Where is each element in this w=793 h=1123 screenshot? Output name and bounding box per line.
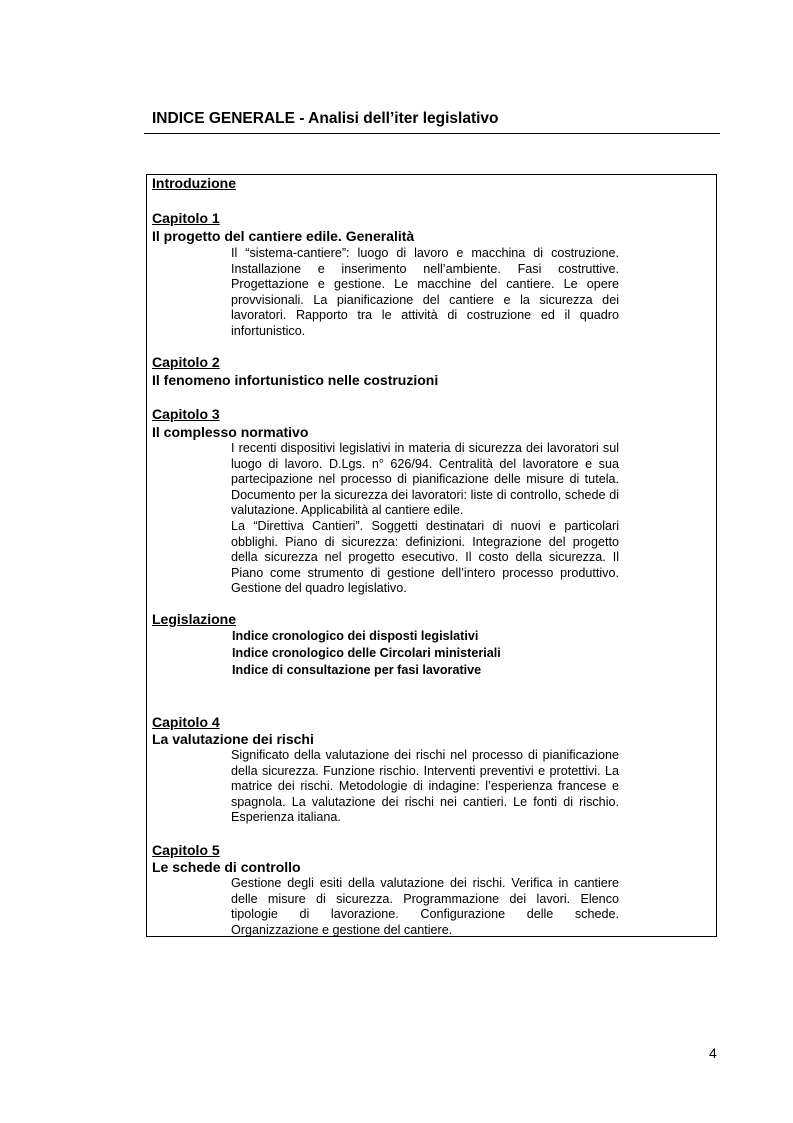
legislation-item[interactable]: Indice cronologico delle Circolari ministeriali [232,646,501,660]
chapter-1-label[interactable]: Capitolo 1 [152,210,220,226]
chapter-1-paragraph: Il “sistema-cantiere”: luogo di lavoro e macchina di costruzione. Installazione e inserimento nell’ambiente. Fasi costruttive. Progettazione e gestione. Le macchine del cantiere. Le opere provvisionali. La pianificazione del cantiere e la sicurezza dei lavoratori. Rapporto tra le attività di costruzione ed il quadro infortunistico. [231,246,619,338]
chapter-4-label[interactable]: Capitolo 4 [152,714,220,730]
chapter-4-paragraph: Significato della valutazione dei rischi nel processo di pianificazione della sicurezza. Funzione rischio. Interventi preventivi e protettivi. La matrice dei rischi. Metodologie di indagine: l’esperienza francese e spagnola. La valutazione dei rischi nei cantieri. Le fonti di rischio. Esperienza italiana. [231,748,619,825]
chapter-5-title: Le schede di controllo [152,859,301,875]
page-number: 4 [709,1045,717,1061]
legislation-item[interactable]: Indice di consultazione per fasi lavorative [232,663,482,677]
legislation-item[interactable]: Indice cronologico dei disposti legislativi [232,629,479,643]
page-title: INDICE GENERALE - Analisi dell’iter legislativo [152,110,499,127]
toc-intro-link[interactable]: Introduzione [152,175,236,191]
chapter-5-description [231,876,619,938]
chapter-3-description [231,441,619,597]
chapter-4-title: La valutazione dei rischi [152,731,314,747]
chapter-2-title: Il fenomeno infortunistico nelle costruzioni [152,372,439,388]
chapter-1-title: Il progetto del cantiere edile. Generalità [152,228,415,244]
chapter-5-label[interactable]: Capitolo 5 [152,842,220,858]
chapter-3-title: Il complesso normativo [152,424,309,440]
legislation-label[interactable]: Legislazione [152,611,237,627]
chapter-3-paragraph: La “Direttiva Cantieri”. Soggetti destinatari di nuovi e particolari obblighi. Piano di sicurezza: definizioni. Integrazione del progetto della sicurezza nel progetto esecutivo. Il costo della sicurezza. Il Piano come strumento di gestione dell’intero processo produttivo. Gestione del quadro legislativo. [231,518,619,596]
chapter-1-description [231,246,619,340]
chapter-3-paragraph: I recenti dispositivi legislativi in materia di sicurezza dei lavoratori sul luogo di lavoro. D.Lgs. n° 626/94. Centralità del lavoratore e sua partecipazione nel processo di pianificazione delle misure di tutela. Documento per la sicurezza dei lavoratori: liste di controllo, schede di valutazione. Applicabilità al cantiere edile. [231,441,619,518]
chapter-3-label[interactable]: Capitolo 3 [152,406,220,422]
chapter-2-label[interactable]: Capitolo 2 [152,354,220,370]
chapter-4-description [231,748,619,826]
header-rule [144,133,720,134]
chapter-5-paragraph: Gestione degli esiti della valutazione dei rischi. Verifica in cantiere delle misure di sicurezza. Programmazione dei lavori. Elenco tipologie di lavorazione. Configurazione delle schede. Organizzazione e gestione del cantiere. [231,876,619,937]
